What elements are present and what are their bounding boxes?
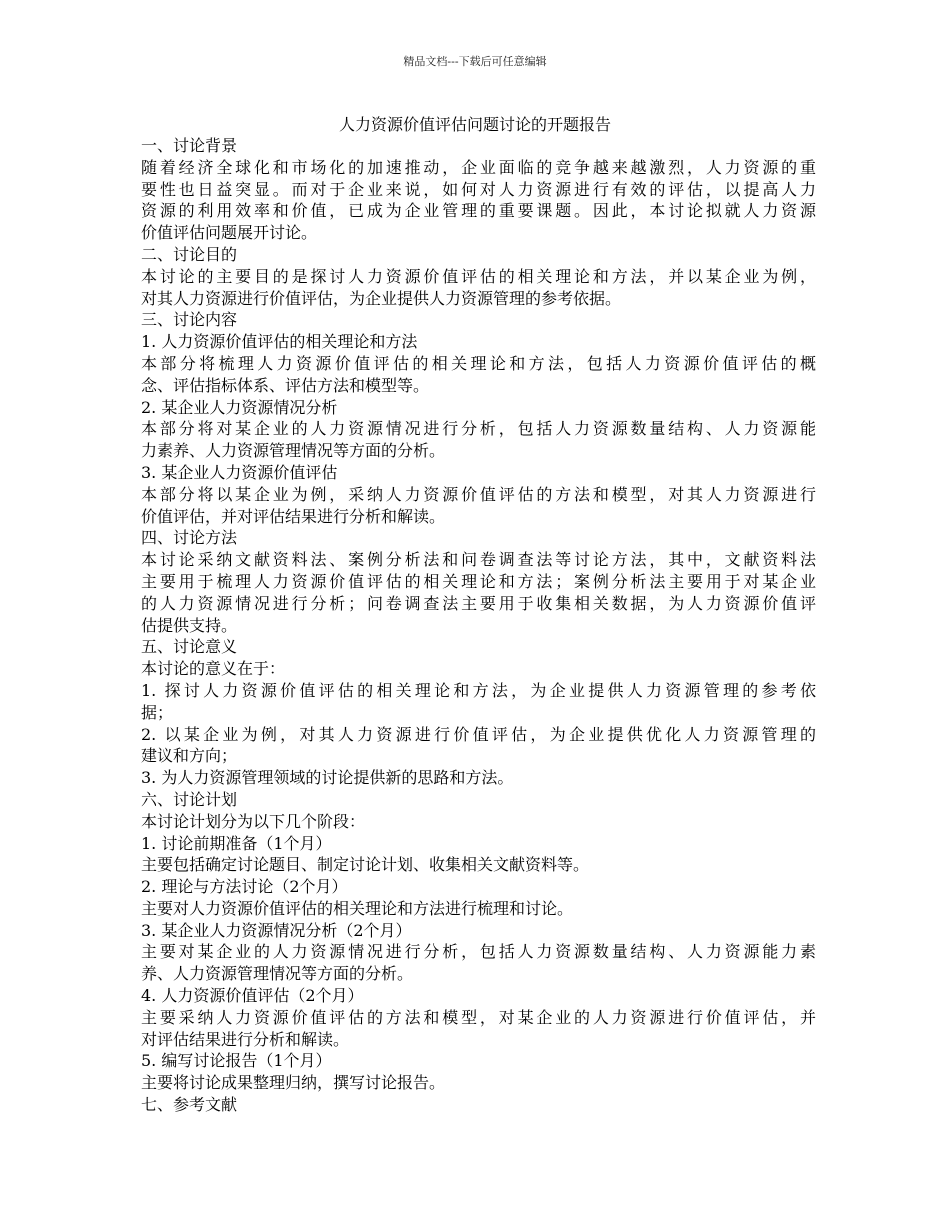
body-text-line: 2. 以某企业为例，对其人力资源进行价值评估，为企业提供优化人力资源管理的 bbox=[141, 724, 816, 744]
body-text-line: 一、讨论背景 bbox=[141, 136, 238, 155]
document-title: 人力资源价值评估问题讨论的开题报告 bbox=[338, 115, 611, 134]
body-text-line: 资源的利用效率和价值，已成为企业管理的重要课题。因此，本讨论拟就人力资源 bbox=[141, 201, 816, 221]
body-text-line: 随着经济全球化和市场化的加速推动，企业面临的竞争越来越激烈，人力资源的重 bbox=[141, 157, 816, 177]
body-text-line: 2. 某企业人力资源情况分析 bbox=[141, 397, 338, 417]
body-text-line: 养、人力资源管理情况等方面的分析。 bbox=[141, 964, 414, 984]
body-text-line: 5. 编写讨论报告（1个月） bbox=[141, 1051, 332, 1071]
body-text-line: 主要采纳人力资源价值评估的方法和模型，对某企业的人力资源进行价值评估，并 bbox=[141, 1007, 816, 1027]
body-text-line: 3. 为人力资源管理领域的讨论提供新的思路和方法。 bbox=[141, 768, 514, 788]
body-text-line: 六、讨论计划 bbox=[141, 789, 238, 809]
body-text-line: 价值评估问题展开讨论。 bbox=[141, 223, 318, 243]
body-text-line: 念、评估指标体系、评估方法和模型等。 bbox=[141, 375, 430, 395]
body-text-line: 四、讨论方法 bbox=[141, 528, 238, 548]
body-text-line: 4. 人力资源价值评估（2个月） bbox=[141, 986, 364, 1006]
document-body bbox=[141, 135, 816, 1116]
body-text-line: 本部分将梳理人力资源价值评估的相关理论和方法，包括人力资源价值评估的概 bbox=[141, 353, 816, 373]
body-text-line: 1. 人力资源价值评估的相关理论和方法 bbox=[141, 332, 418, 352]
body-text-line: 本讨论的意义在于： bbox=[141, 659, 286, 679]
body-text-line: 七、参考文献 bbox=[141, 1095, 238, 1115]
body-text-line: 本讨论采纳文献资料法、案例分析法和问卷调查法等讨论方法，其中，文献资料法 bbox=[141, 550, 816, 570]
body-text-line: 力素养、人力资源管理情况等方面的分析。 bbox=[141, 441, 446, 461]
body-text-line: 五、讨论意义 bbox=[141, 637, 238, 657]
body-text-line: 价值评估，并对评估结果进行分析和解读。 bbox=[141, 506, 446, 526]
body-text-line: 本讨论的主要目的是探讨人力资源价值评估的相关理论和方法，并以某企业为例， bbox=[141, 266, 816, 286]
body-text-line: 的人力资源情况进行分析；问卷调查法主要用于收集相关数据，为人力资源价值评 bbox=[141, 593, 816, 613]
body-text-line: 建议和方向； bbox=[141, 746, 238, 766]
body-text-line: 1. 讨论前期准备（1个月） bbox=[141, 833, 332, 853]
body-text-line: 本讨论计划分为以下几个阶段： bbox=[141, 811, 366, 831]
body-text-line: 3. 某企业人力资源价值评估 bbox=[141, 462, 338, 482]
body-text-line: 二、讨论目的 bbox=[141, 244, 238, 264]
body-text-line: 1. 探讨人力资源价值评估的相关理论和方法，为企业提供人力资源管理的参考依 bbox=[141, 680, 816, 700]
body-text-line: 主要对人力资源价值评估的相关理论和方法进行梳理和讨论。 bbox=[141, 898, 574, 918]
body-text-line: 三、讨论内容 bbox=[141, 310, 238, 330]
body-text-line: 主要将讨论成果整理归纳，撰写讨论报告。 bbox=[141, 1073, 446, 1093]
page-header-note: 精品文档---下载后可任意编辑 bbox=[403, 55, 547, 68]
body-text-line: 本部分将对某企业的人力资源情况进行分析，包括人力资源数量结构、人力资源能 bbox=[141, 419, 816, 439]
body-text-line: 本部分将以某企业为例，采纳人力资源价值评估的方法和模型，对其人力资源进行 bbox=[141, 484, 816, 504]
body-text-line: 主要包括确定讨论题目、制定讨论计划、收集相关文献资料等。 bbox=[141, 855, 590, 875]
body-text-line: 3. 某企业人力资源情况分析（2个月） bbox=[141, 920, 412, 940]
body-text-line: 估提供支持。 bbox=[141, 615, 238, 635]
body-text-line: 2. 理论与方法讨论（2个月） bbox=[141, 877, 348, 897]
body-text-line: 主要用于梳理人力资源价值评估的相关理论和方法；案例分析法主要用于对某企业 bbox=[141, 571, 816, 591]
body-text-line: 对其人力资源进行价值评估，为企业提供人力资源管理的参考依据。 bbox=[141, 288, 622, 308]
body-text-line: 据； bbox=[141, 702, 174, 722]
body-text-line: 要性也日益突显。而对于企业来说，如何对人力资源进行有效的评估，以提高人力 bbox=[141, 179, 816, 199]
body-text-line: 主要对某企业的人力资源情况进行分析，包括人力资源数量结构、人力资源能力素 bbox=[141, 942, 816, 962]
body-text-line: 对评估结果进行分析和解读。 bbox=[141, 1029, 350, 1049]
